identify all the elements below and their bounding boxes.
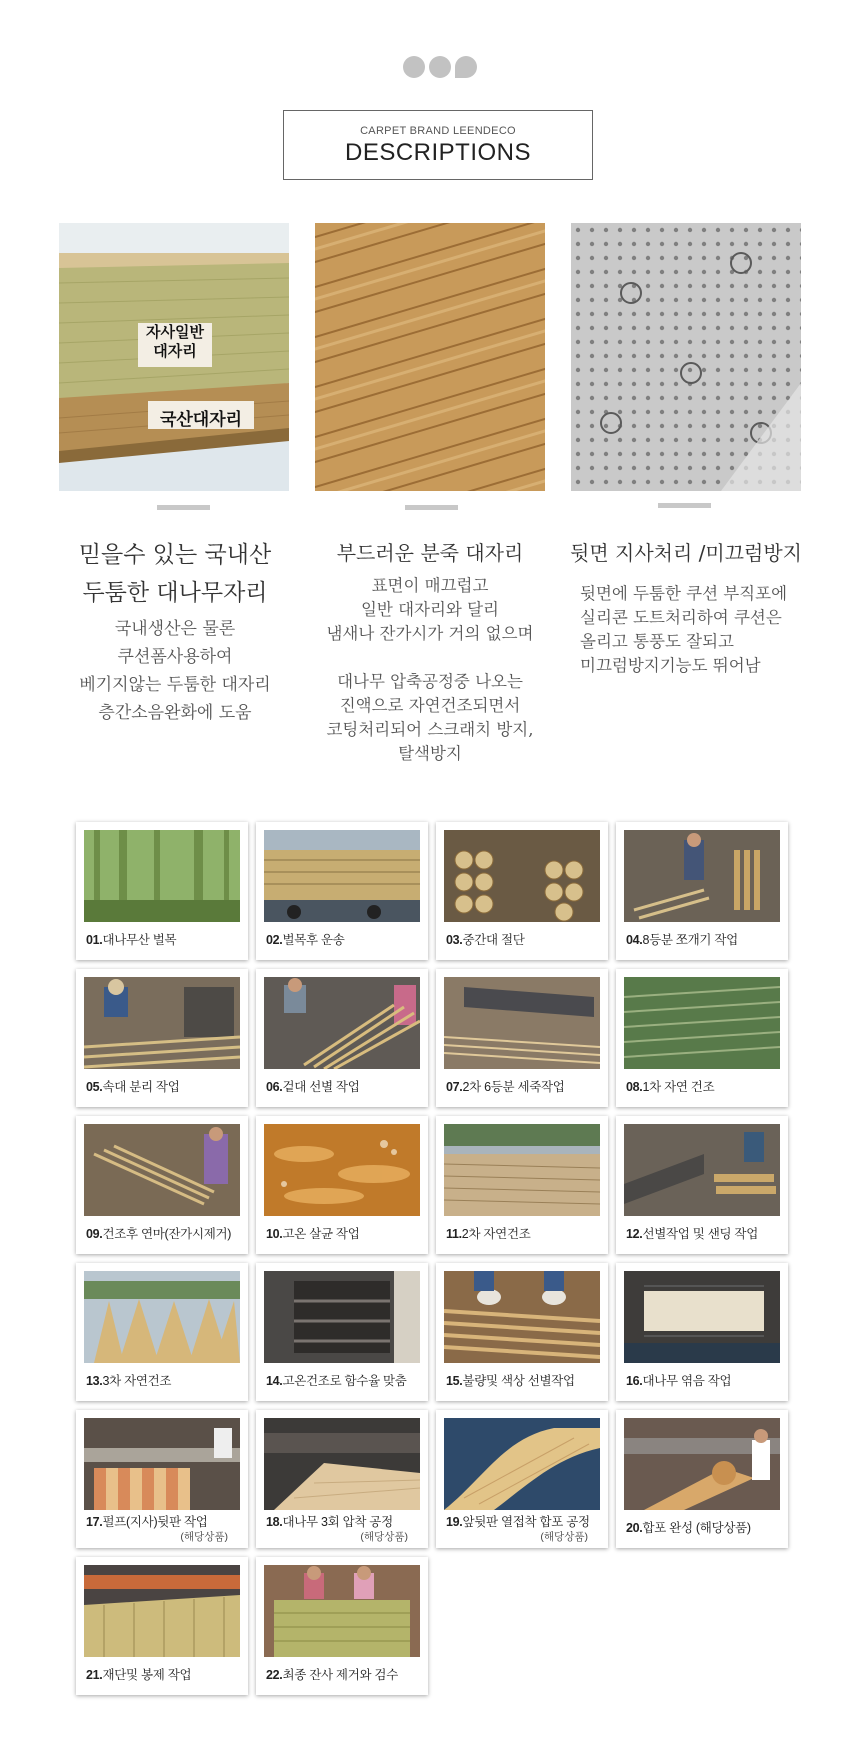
divider <box>157 505 210 510</box>
step-photo-second-drying <box>444 1124 600 1216</box>
step-caption: 02.벌목후 운송 <box>266 933 345 947</box>
step-caption: 22.최종 잔사 제거와 검수 <box>266 1668 398 1682</box>
process-step-04 <box>616 822 788 960</box>
step-caption: 14.고온건조로 함수율 맞춤 <box>266 1374 407 1388</box>
step-photo-fine-splitting <box>444 977 600 1069</box>
step-photo-natural-drying <box>624 977 780 1069</box>
dot-icon <box>403 56 425 78</box>
process-step-16 <box>616 1263 788 1401</box>
process-step-22 <box>256 1557 428 1695</box>
image-label-generic-mat: 자사일반 대자리 <box>146 323 204 360</box>
process-step-05 <box>76 969 248 1107</box>
step-caption: 07.2차 6등분 세죽작업 <box>446 1080 565 1094</box>
dot-icon <box>455 56 477 78</box>
step-caption: 20.합포 완성 (해당상품) <box>626 1521 751 1535</box>
step-photo-final-inspection <box>264 1565 420 1657</box>
step-photo-quality-sorting <box>444 1271 600 1363</box>
feature-title-domestic: 믿을수 있는 국내산 두툼한 대나무자리 <box>78 542 272 606</box>
step-photo-pressing <box>264 1418 420 1510</box>
process-step-17 <box>76 1410 248 1548</box>
step-photo-outer-sorting <box>264 977 420 1069</box>
step-photo-polishing <box>84 1124 240 1216</box>
step-photo-bamboo-forest <box>84 830 240 922</box>
step-photo-weaving <box>624 1271 780 1363</box>
step-caption: 21.재단및 봉제 작업 <box>86 1668 192 1682</box>
step-caption: 16.대나무 엮음 작업 <box>626 1374 732 1388</box>
image-label-domestic-mat: 국산대자리 <box>159 410 243 430</box>
step-note: (해당상품) <box>180 1531 228 1543</box>
process-step-09 <box>76 1116 248 1254</box>
step-caption: 04.8등분 쪼개기 작업 <box>626 933 738 947</box>
process-step-01 <box>76 822 248 960</box>
step-photo-heat-bonding <box>444 1418 600 1510</box>
step-photo-cut-bamboo <box>444 830 600 922</box>
process-step-20 <box>616 1410 788 1548</box>
process-step-06 <box>256 969 428 1107</box>
process-step-08 <box>616 969 788 1107</box>
feature-body-backing: 뒷면에 두툼한 쿠션 부직포에 실리콘 도트처리하여 쿠션은 올리고 통풍도 잘되고 미끄럼방지기능도 뛰어남 <box>580 584 788 675</box>
process-step-07 <box>436 969 608 1107</box>
step-caption: 12.선별작업 및 샌딩 작업 <box>626 1227 758 1241</box>
process-step-03 <box>436 822 608 960</box>
divider <box>405 505 458 510</box>
step-caption: 17.펄프(지사)뒷판 작업 <box>86 1515 208 1529</box>
step-photo-core-separation <box>84 977 240 1069</box>
process-step-21 <box>76 1557 248 1695</box>
process-step-18 <box>256 1410 428 1548</box>
process-step-02 <box>256 822 428 960</box>
divider <box>658 503 711 508</box>
brand-line: CARPET BRAND LEENDECO <box>360 125 516 137</box>
step-caption: 19.앞뒷판 열접착 합포 공정 <box>446 1515 590 1529</box>
step-photo-cutting-sewing <box>84 1565 240 1657</box>
step-caption: 13.3차 자연건조 <box>86 1374 172 1388</box>
process-step-13 <box>76 1263 248 1401</box>
step-caption: 05.속대 분리 작업 <box>86 1080 180 1094</box>
feature-image-dotted-backing <box>571 223 801 491</box>
process-step-14 <box>256 1263 428 1401</box>
process-step-10 <box>256 1116 428 1254</box>
feature-image-bamboo-surface <box>315 223 545 491</box>
step-caption: 06.겉대 선별 작업 <box>266 1080 360 1094</box>
step-photo-splitting <box>624 830 780 922</box>
step-caption: 11.2차 자연건조 <box>446 1227 531 1241</box>
feature-body-domestic: 국내생산은 물론 쿠션폼사용하여 베기지않는 두툼한 대자리 층간소음완화에 도움 <box>79 619 271 723</box>
process-step-12 <box>616 1116 788 1254</box>
step-photo-sanding <box>624 1124 780 1216</box>
step-caption: 03.중간대 절단 <box>446 933 525 947</box>
section-title-box <box>283 110 593 180</box>
section-title: DESCRIPTIONS <box>344 139 532 166</box>
decorative-dots <box>403 56 478 78</box>
feature-title-backing: 뒷면 지사처리 /미끄럼방지 <box>570 541 802 565</box>
step-photo-bonding-complete <box>624 1418 780 1510</box>
feature-image-mat-comparison <box>59 223 289 491</box>
process-step-11 <box>436 1116 608 1254</box>
step-photo-truck-transport <box>264 830 420 922</box>
step-photo-pulp-backing <box>84 1418 240 1510</box>
step-caption: 01.대나무산 벌목 <box>86 933 177 947</box>
step-note: (해당상품) <box>540 1531 588 1543</box>
step-photo-sterilization <box>264 1124 420 1216</box>
dot-icon <box>429 56 451 78</box>
step-note: (해당상품) <box>360 1531 408 1543</box>
step-photo-kiln-drying <box>264 1271 420 1363</box>
step-caption: 15.불량및 색상 선별작업 <box>446 1374 575 1388</box>
step-caption: 09.건조후 연마(잔가시제거) <box>86 1227 232 1241</box>
process-step-19 <box>436 1410 608 1548</box>
feature-title-soft-bamboo: 부드러운 분죽 대자리 <box>336 541 524 565</box>
feature-body-soft-bamboo: 표면이 매끄럽고 일반 대자리와 달리 냄새나 잔가시가 거의 없으며 대나무 압축공정중 나오는 진액으로 자연건조되면서 코팅처리되어 스크래치 방지, 탈색방지 <box>326 576 534 763</box>
step-caption: 10.고온 살균 작업 <box>266 1227 360 1241</box>
step-caption: 08.1차 자연 건조 <box>626 1080 715 1094</box>
step-photo-third-drying <box>84 1271 240 1363</box>
process-step-15 <box>436 1263 608 1401</box>
step-caption: 18.대나무 3회 압착 공정 <box>266 1515 393 1529</box>
